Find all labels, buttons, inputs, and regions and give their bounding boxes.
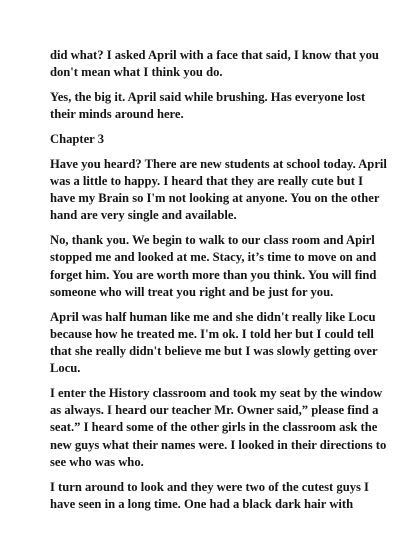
paragraph: April was half human like me and she didn't really like Locu because how he treated me. I'm ok. I told her but I could tell that she really didn't believe me but I was slowly getting over Locu.: [50, 309, 378, 376]
paragraph: did what? I asked April with a face that said, I know that you don't mean what I think you do.: [50, 48, 379, 80]
paragraph: Have you heard? There are new students at school today. April was a little to happy. I heard that they are really cute but I have my Brain so I'm not looking at anyone. You on the other hand are very single and available.: [50, 156, 387, 223]
paragraph: I turn around to look and they were two of the cutest guys I have seen in a long time. One had a black dark hair with: [50, 479, 369, 511]
paragraph: No, thank you. We begin to walk to our class room and Apirl stopped me and looked at me. Stacy, it’s time to move on and forget him. You are worth more than you think. You will find someone who will treat you right and be just for you.: [50, 233, 377, 299]
paragraph: Yes, the big it. April said while brushing. Has everyone lost their minds around here.: [50, 90, 366, 122]
document-body: [50, 47, 390, 521]
chapter-heading: Chapter 3: [50, 132, 104, 146]
paragraph: I enter the History classroom and took my seat by the window as always. I heard our teacher Mr. Owner said,” please find a seat.” I heard some of the other girls in the classroom ask the new guys what their names were. I looked in their directions to see who was who.: [50, 386, 387, 469]
